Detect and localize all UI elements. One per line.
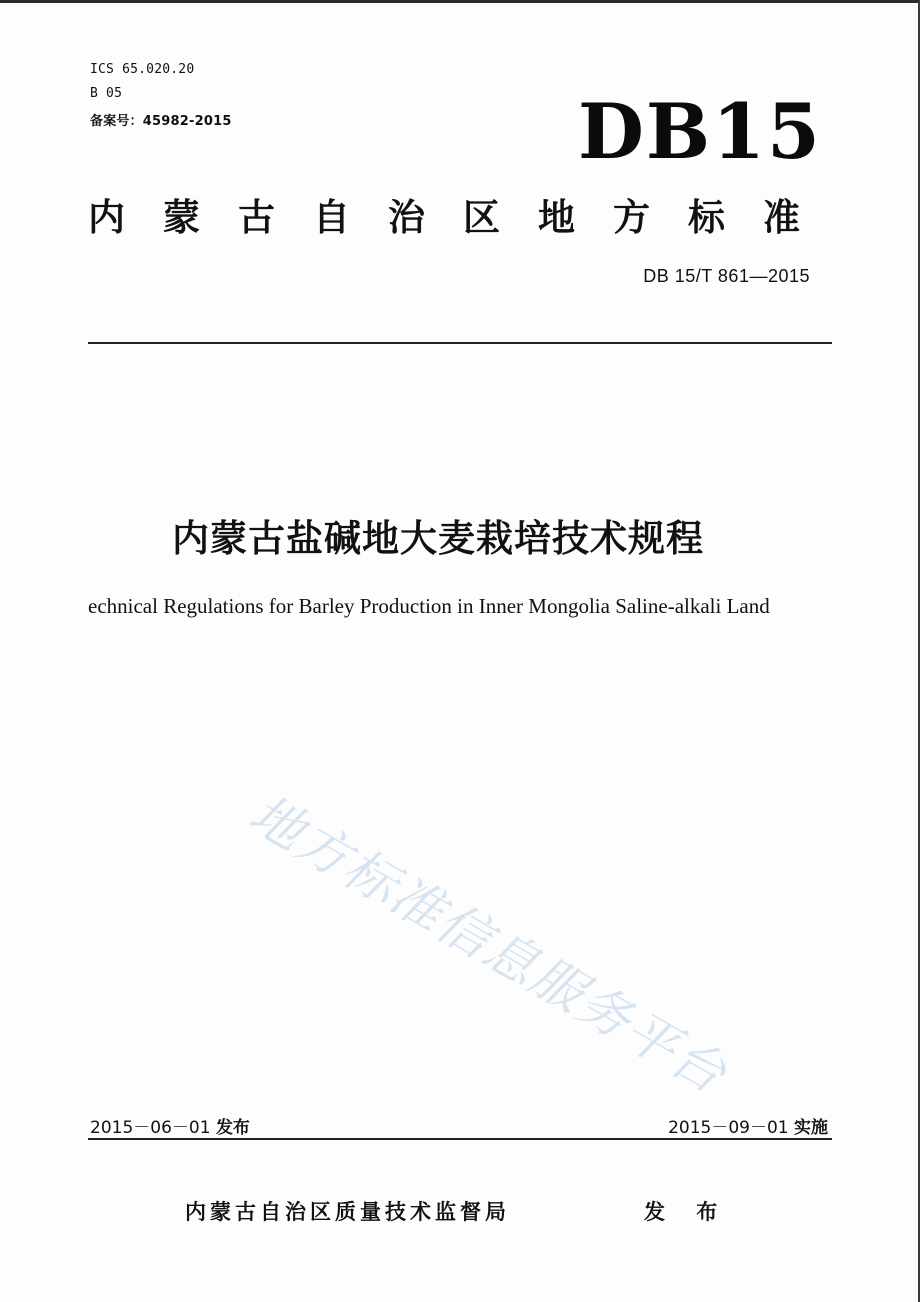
implementation-date: [668, 1113, 828, 1138]
implementation-date-label: 实施: [794, 1118, 828, 1138]
classification-code: B 05: [90, 86, 123, 101]
ics-code: ICS 65.020.20: [90, 62, 195, 77]
issue-date-value: 2015－06－01: [90, 1118, 211, 1138]
top-divider: [88, 342, 832, 344]
bottom-divider: [88, 1138, 832, 1140]
standard-number: DB 15/T 861—2015: [643, 266, 810, 286]
issuing-authority: 内蒙古自治区质量技术监督局: [185, 1200, 510, 1224]
issuing-label: 发 布: [644, 1200, 730, 1224]
standard-type-heading: 内蒙古自治区地方标准: [88, 196, 838, 239]
title-english: echnical Regulations for Barley Production in Inner Mongolia Saline-alkali Land: [88, 594, 770, 618]
scan-edge-top: [0, 0, 920, 3]
db15-logo: DB15: [578, 87, 822, 176]
title-chinese: 内蒙古盐碱地大麦栽培技术规程: [172, 517, 704, 560]
implementation-date-value: 2015－09－01: [668, 1118, 789, 1138]
watermark: 地方标准信息服务平台: [239, 784, 737, 1106]
issue-date: [90, 1113, 250, 1138]
issue-date-label: 发布: [215, 1118, 250, 1138]
filing-number: 备案号：45982-2015: [90, 114, 232, 129]
